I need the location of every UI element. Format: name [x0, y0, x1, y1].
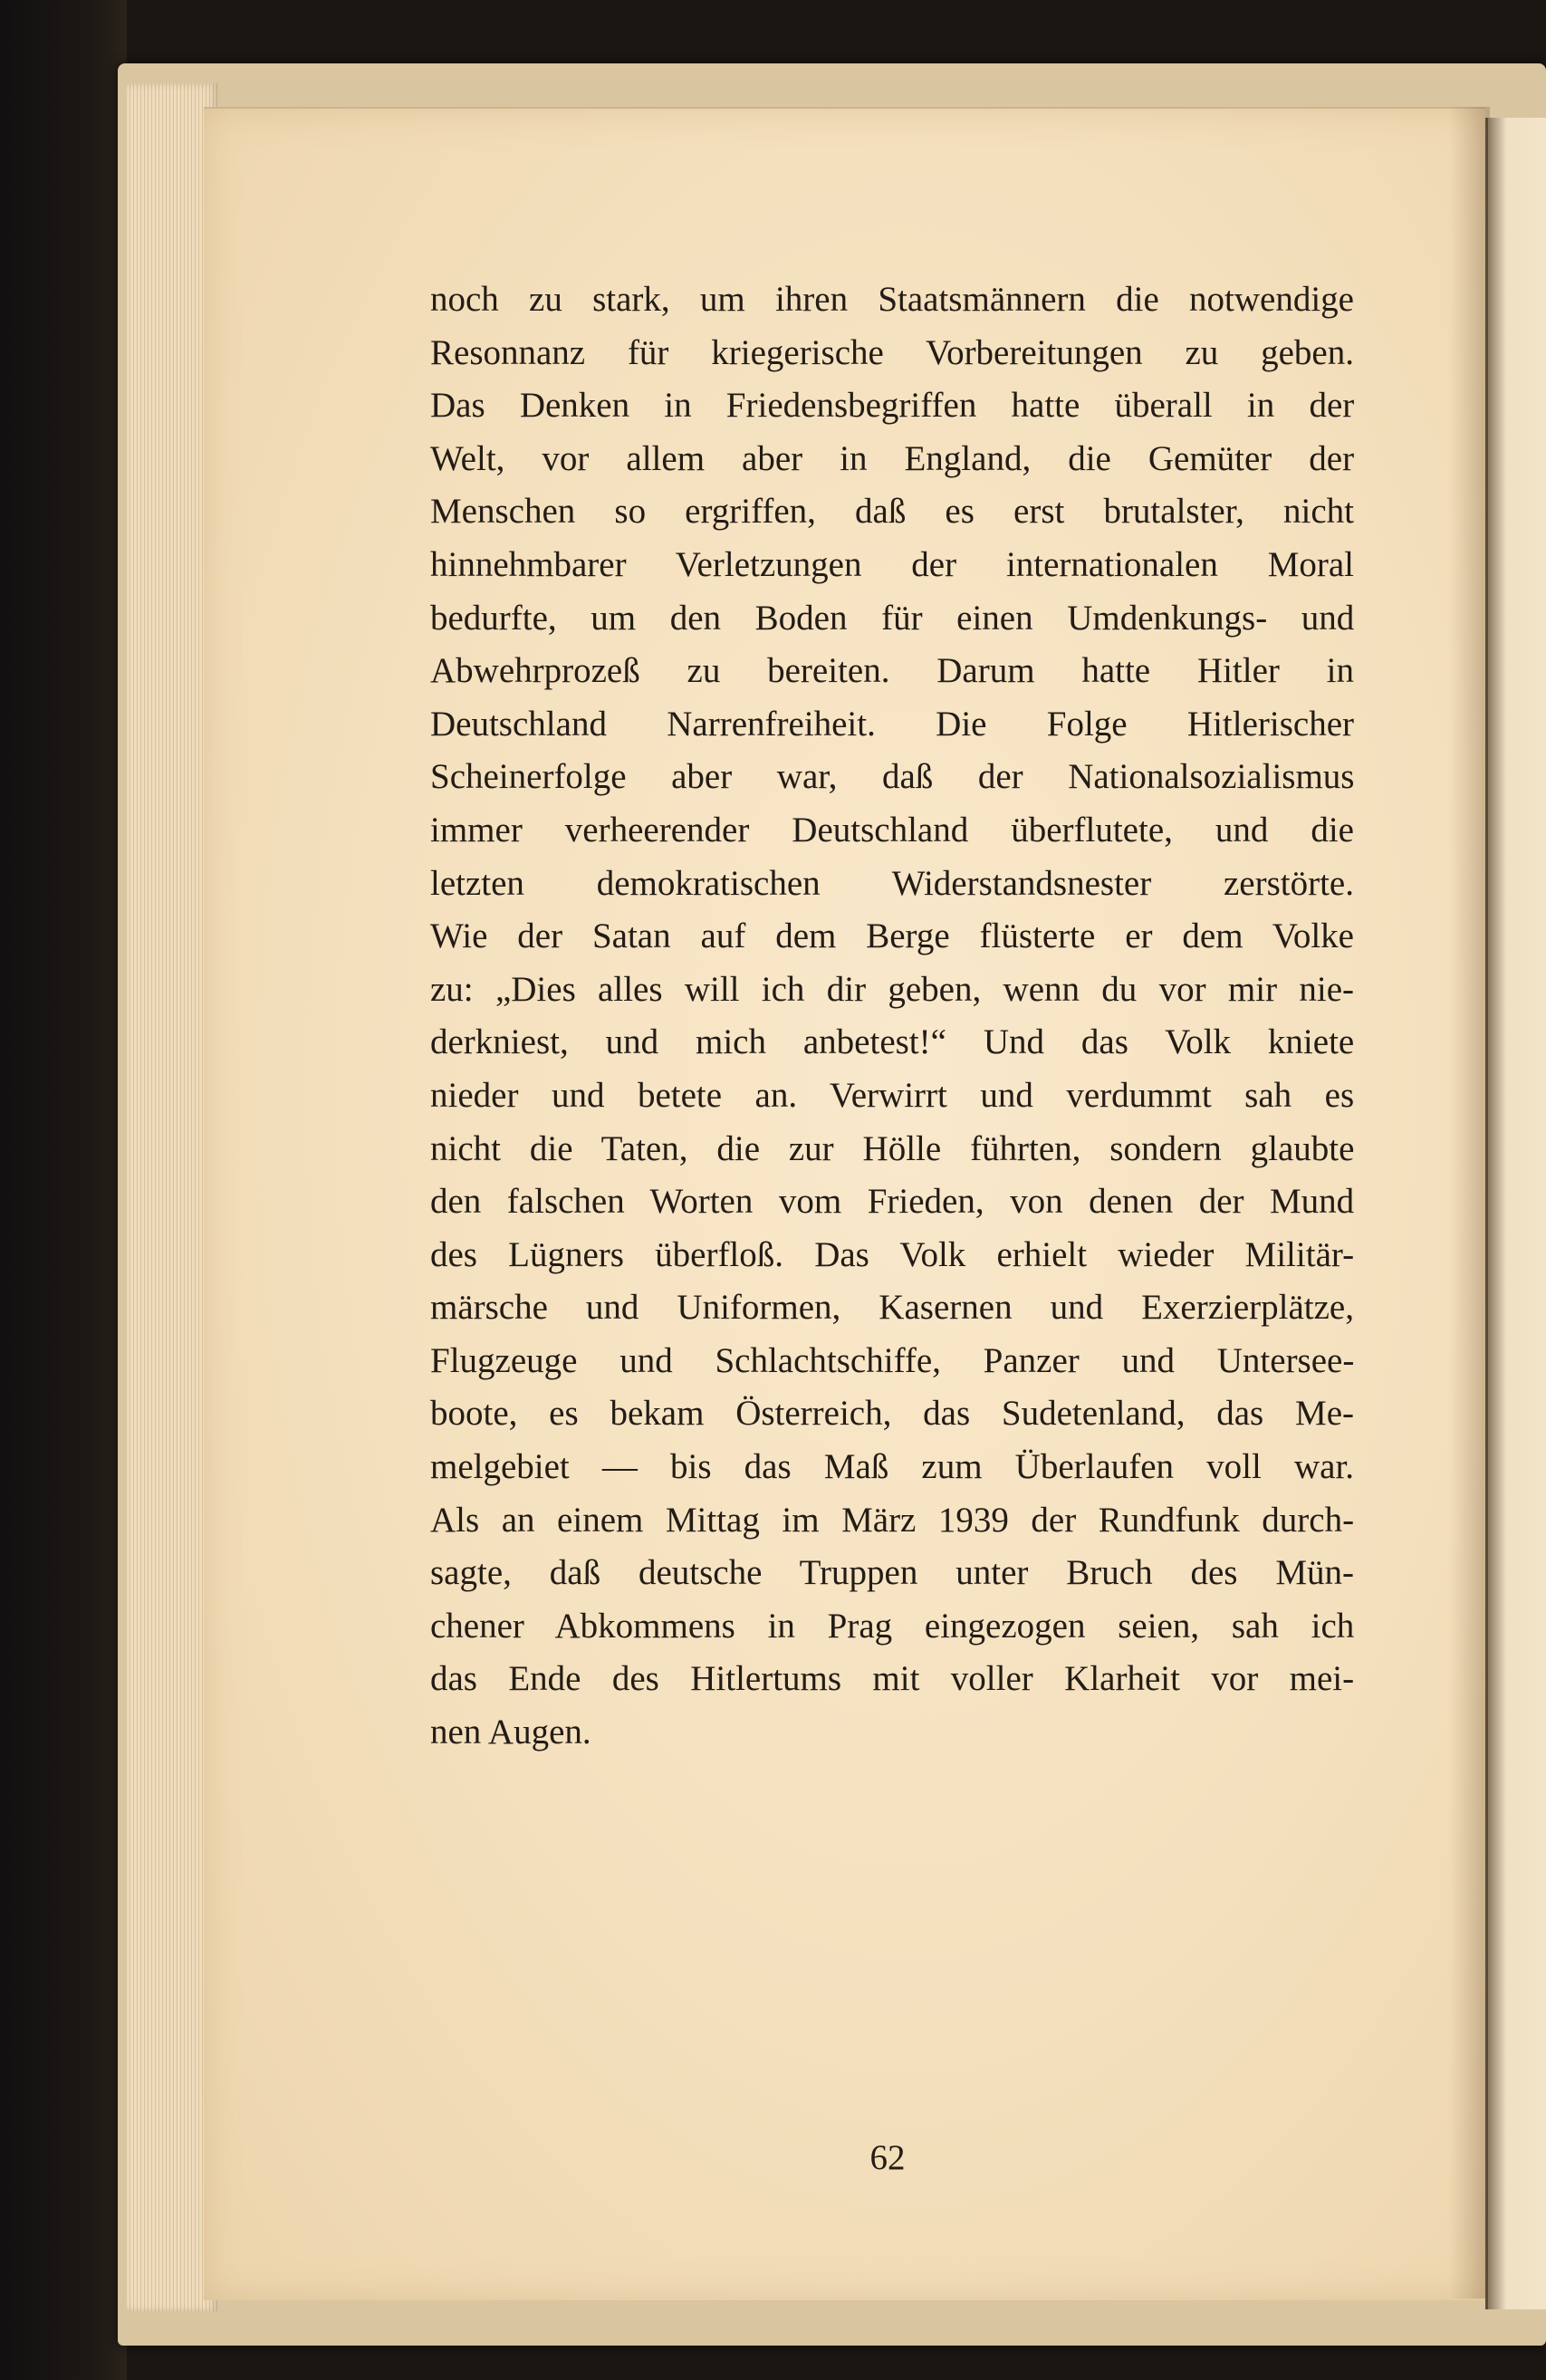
- text-line: Als an einem Mittag im März 1939 der Rundfunk durch-: [430, 1500, 1355, 1540]
- text-line: Menschen so ergriffen, daß es erst brutalster, nicht: [430, 492, 1354, 532]
- body-text: [430, 274, 1354, 1760]
- scan-background: [0, 0, 127, 2380]
- text-line: den falschen Worten vom Frieden, von denen der Mund: [430, 1182, 1355, 1222]
- text-line: das Ende des Hitlertums mit voller Klarheit vor mei-: [430, 1659, 1355, 1699]
- text-line: nen Augen.: [430, 1713, 591, 1752]
- text-line: Welt, vor allem aber in England, die Gemüter der: [430, 438, 1355, 478]
- text-line: melgebiet — bis das Maß zum Überlaufen voll war.: [430, 1447, 1355, 1487]
- text-line: derkniest, und mich anbetest!“ Und das Volk kniete: [430, 1022, 1355, 1062]
- text-line: chener Abkommens in Prag eingezogen seien, sah ich: [430, 1606, 1355, 1646]
- text-line: märsche und Uniformen, Kasernen und Exerzierplätze,: [430, 1288, 1354, 1328]
- text-line: nieder und betete an. Verwirrt und verdummt sah es: [430, 1075, 1355, 1115]
- text-line: Deutschland Narrenfreiheit. Die Folge Hitlerischer: [430, 704, 1354, 744]
- text-line: Das Denken in Friedensbegriffen hatte überall in der: [430, 386, 1355, 426]
- text-line: nicht die Taten, die zur Hölle führten, sondern glaubte: [430, 1128, 1355, 1168]
- text-line: Abwehrprozeß zu bereiten. Darum hatte Hitler in: [430, 651, 1354, 691]
- facing-page-edge: [1485, 118, 1546, 2309]
- text-line: Wie der Satan auf dem Berge flüsterte er dem Volke: [430, 916, 1354, 956]
- text-line: des Lügners überfloß. Das Volk erhielt wieder Militär-: [430, 1234, 1355, 1274]
- text-line: letzten demokratischen Widerstandsnester zerstörte.: [430, 863, 1354, 903]
- text-line: Resonnanz für kriegerische Vorbereitungen zu geben.: [430, 332, 1354, 372]
- text-line: sagte, daß deutsche Truppen unter Bruch des Mün-: [430, 1553, 1355, 1593]
- page-number: 62: [869, 2138, 906, 2177]
- text-line: hinnehmbarer Verletzungen der internationalen Moral: [430, 544, 1354, 584]
- text-line: boote, es bekam Österreich, das Sudetenland, das Me-: [430, 1394, 1354, 1434]
- text-line: Scheinerfolge aber war, daß der Nationalsozialismus: [430, 757, 1355, 797]
- text-line: immer verheerender Deutschland überflutete, und die: [430, 810, 1354, 849]
- spine-shadow: [1449, 107, 1490, 2298]
- text-line: zu: „Dies alles will ich dir geben, wenn du vor mir nie-: [430, 969, 1354, 1009]
- text-line: bedurfte, um den Boden für einen Umdenkungs- und: [430, 598, 1355, 638]
- text-line: noch zu stark, um ihren Staatsmännern die notwendige: [430, 280, 1354, 319]
- text-line: Flugzeuge und Schlachtschiffe, Panzer und Untersee-: [430, 1340, 1355, 1380]
